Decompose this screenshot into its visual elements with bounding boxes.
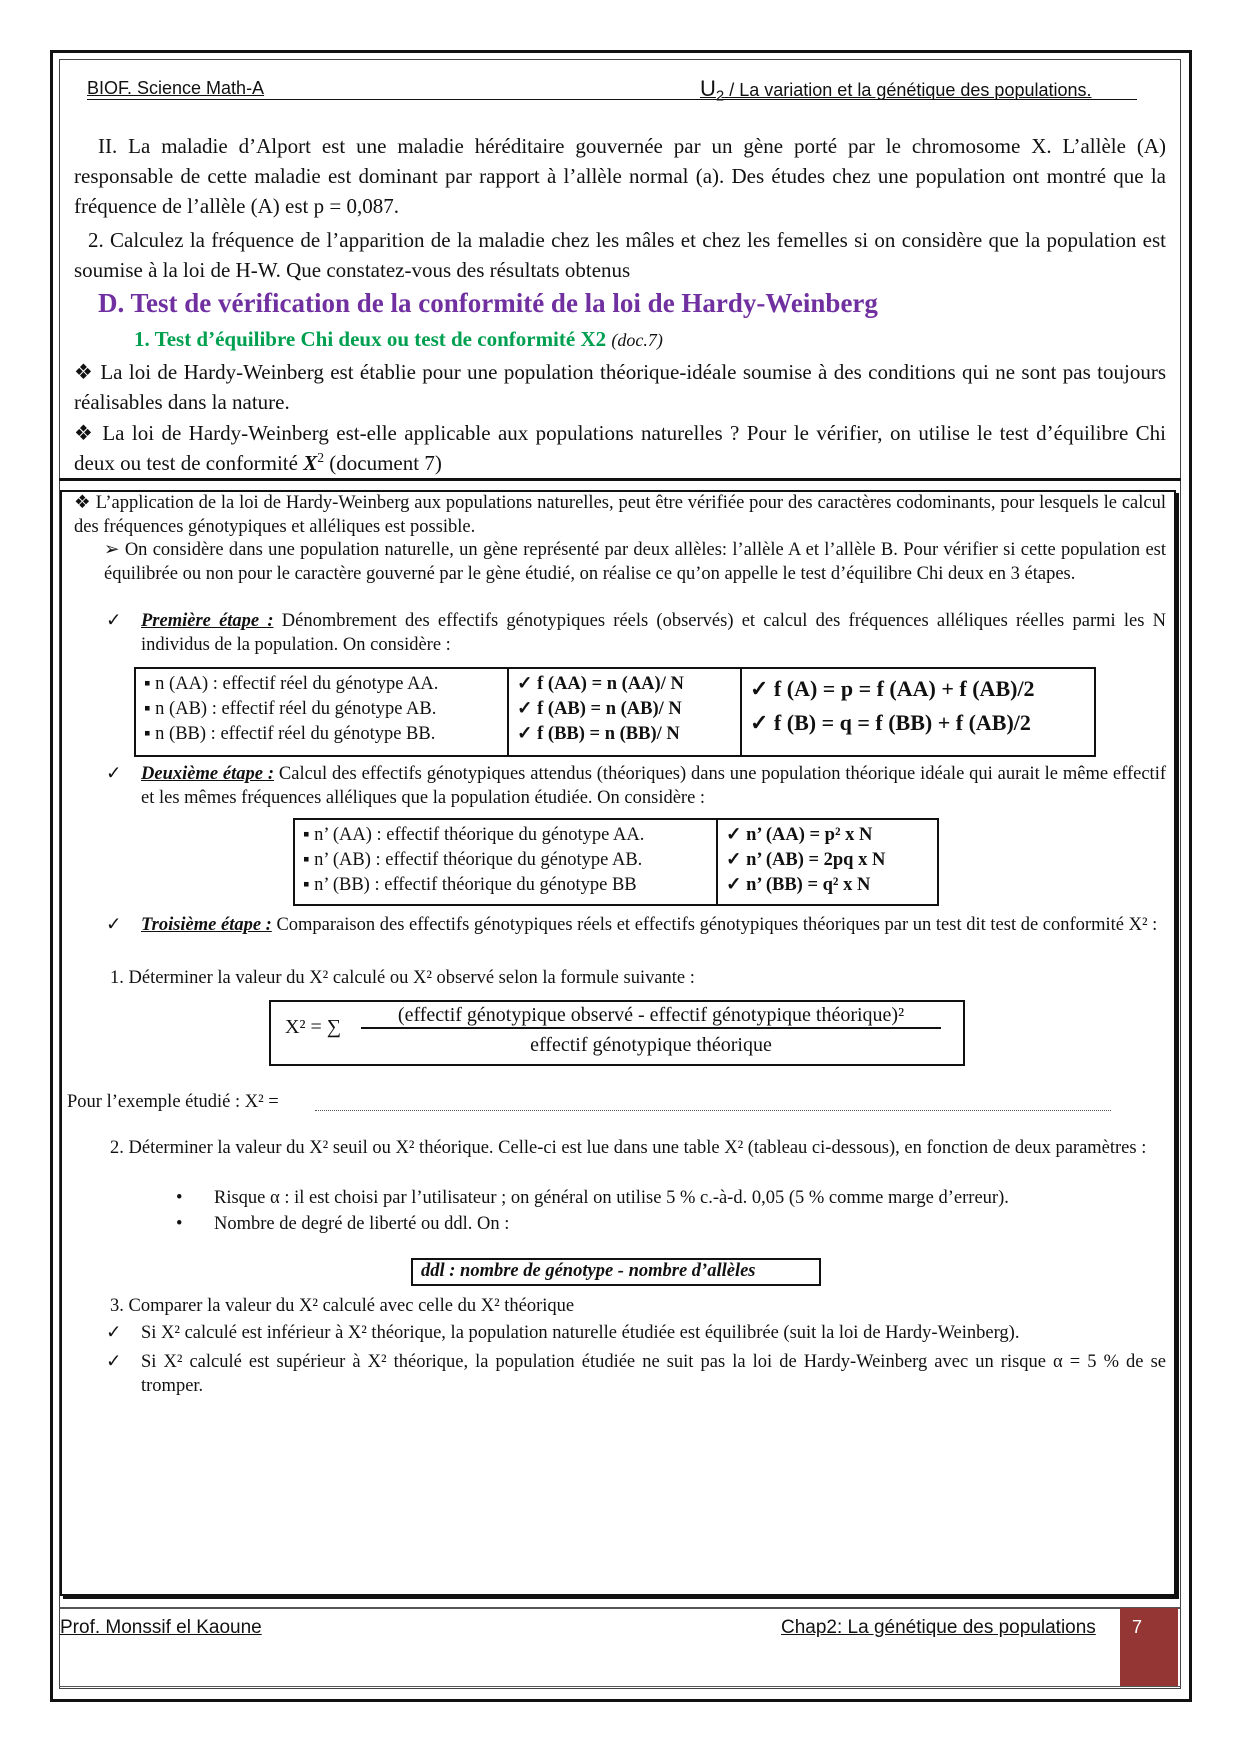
formula-denominator: effectif génotypique théorique (530, 1034, 772, 1056)
step-1: Première étape : Dénombrement des effectifs génotypiques réels (observés) et calcul des fréquences alléliques réelles parmi les N individus de la population. On considère : (141, 611, 1166, 655)
intro-bullet-2: ❖ La loi de Hardy-Weinberg est-elle applicable aux populations naturelles ? Pour le vérifier, on utilise le test d’équilibre Chi deux ou test de conformité $X^2$ (document 7) (74, 421, 1166, 475)
footer-author: Prof. Monssif el Kaoune (60, 1617, 262, 1638)
genotype-frequencies: ✓ f (AA) = n (AA)/ N ✓ f (AB) = n (AB)/ N ✓ f (BB) = n (BB)/ N (508, 668, 741, 756)
theoretical-table (293, 818, 939, 906)
step-3: Troisième étape : Comparaison des effectifs génotypiques réels et effectifs génotypiques théoriques par un test dit test de conformité X² : (141, 915, 1158, 935)
conclusion-not-equilibrium: Si X² calculé est supérieur à X² théorique, la population étudiée ne suit pas la loi de Hardy-Weinberg avec un risque α = 5 % de se tromper. (141, 1352, 1166, 1396)
check-icon: ✓ (106, 915, 122, 935)
diamond-bullet-icon: ❖ (74, 421, 95, 445)
item-2: 2. Déterminer la valeur du X² seuil ou X² théorique. Celle-ci est lue dans une table X² (tableau ci-dessous), en fonction de deux paramètres : (110, 1138, 1147, 1158)
footer-chapter: Chap2: La génétique des populations (781, 1617, 1096, 1638)
check-icon: ✓ (106, 611, 122, 631)
doc-consider: ➢ On considère dans une population naturelle, un gène représenté par deux allèles: l’allèle A et l’allèle B. Pour vérifier si cette population est équilibrée ou non pour le caractère gouverné par le gène étudié, on réalise ce qu’on appelle le test d’équilibre Chi deux en 3 étapes. (104, 540, 1166, 584)
ddl-line: Nombre de degré de liberté ou ddl. On : (214, 1214, 510, 1234)
risk-alpha: Risque α : il est choisi par l’utilisateur ; on général on utilise 5 % c.-à-d. 0,05 (5 % comme marge d’erreur). (214, 1188, 1009, 1208)
exercise-question: 2. Calculez la fréquence de l’apparition de la maladie chez les mâles et chez les femelles si on considère que la population est soumise à la loi de H-W. Que constatez-vous des résultats obtenus (74, 228, 1166, 282)
item-1: 1. Déterminer la valeur du X² calculé ou X² observé selon la formule suivante : (110, 968, 695, 988)
page-number-badge (1120, 1608, 1178, 1687)
diamond-bullet-icon: ❖ (74, 360, 94, 384)
answer-dotted-line[interactable] (315, 1110, 1111, 1111)
check-icon: ✓ (106, 764, 122, 784)
formula-numerator: (effectif génotypique observé - effectif génotypique théorique)² (361, 1004, 941, 1029)
check-icon: ✓ (106, 1352, 122, 1372)
intro-bullet-1: ❖ La loi de Hardy-Weinberg est établie pour une population théorique-idéale soumise à des conditions qui ne sont pas toujours réalisables dans la nature. (74, 360, 1167, 414)
chi-square-formula: X² = ∑ (effectif génotypique observé - effectif génotypique théorique)² effectif génotypique théorique (269, 1000, 965, 1066)
observed-definitions: ▪ n (AA) : effectif réel du génotype AA. ▪ n (AB) : effectif réel du génotype AB. ▪ n (BB) : effectif réel du génotype BB. (135, 668, 508, 756)
dot-bullet-icon: • (176, 1214, 183, 1234)
arrow-bullet-icon: ➢ (104, 540, 120, 560)
observed-table (134, 667, 1096, 757)
footer-bottom-rule (59, 1686, 1181, 1687)
header-right: $U_2$ / La variation et la génétique des populations. (700, 76, 1092, 105)
section-subtitle: 1. Test d’équilibre Chi deux ou test de conformité X2 (doc.7) (134, 327, 663, 351)
theoretical-definitions: ▪ n’ (AA) : effectif théorique du génotype AA. ▪ n’ (AB) : effectif théorique du génotype AB. ▪ n’ (BB) : effectif théorique du génotype BB (294, 819, 717, 905)
exercise-paragraph: II. La maladie d’Alport est une maladie héréditaire gouvernée par un gène porté par le chromosome X. L’allèle (A) responsable de cette maladie est dominant par rapport à l’allèle normal (a). Des études chez une population ont montré que la fréquence de l’allèle (A) est p = 0,087. (74, 134, 1166, 218)
header-left: BIOF. Science Math-A (87, 78, 265, 98)
allele-frequencies: ✓ f (A) = p = f (AA) + f (AB)/2 ✓ f (B) = q = f (BB) + f (AB)/2 (741, 668, 1095, 756)
example-label: Pour l’exemple étudié : X² = (67, 1092, 279, 1112)
conclusion-equilibrium: Si X² calculé est inférieur à X² théorique, la population naturelle étudiée est équilibrée (suit la loi de Hardy-Weinberg). (141, 1323, 1020, 1343)
section-separator (59, 478, 1181, 481)
footer-rule (59, 1607, 1181, 1609)
ddl-formula-box: ddl : nombre de génotype - nombre d’allèles (411, 1258, 821, 1286)
item-3: 3. Comparer la valeur du X² calculé avec celle du X² théorique (110, 1296, 575, 1316)
check-icon: ✓ (106, 1323, 122, 1343)
step-2: Deuxième étape : Calcul des effectifs génotypiques attendus (théoriques) dans une population théorique idéale qui aurait le même effectif et les mêmes fréquences alléliques que la population étudiée. On considère : (141, 764, 1166, 808)
dot-bullet-icon: • (176, 1188, 183, 1208)
doc-intro: ❖ L’application de la loi de Hardy-Weinberg aux populations naturelles, peut être vérifiée pour des caractères codominants, pour lesquels le calcul des fréquences génotypiques et alléliques est possible. (74, 493, 1167, 537)
theoretical-formulas: ✓ n’ (AA) = p² x N ✓ n’ (AB) = 2pq x N ✓ n’ (BB) = q² x N (717, 819, 938, 905)
page-number: 7 (1132, 1617, 1143, 1637)
section-title: D. Test de vérification de la conformité de la loi de Hardy-Weinberg (98, 288, 878, 318)
